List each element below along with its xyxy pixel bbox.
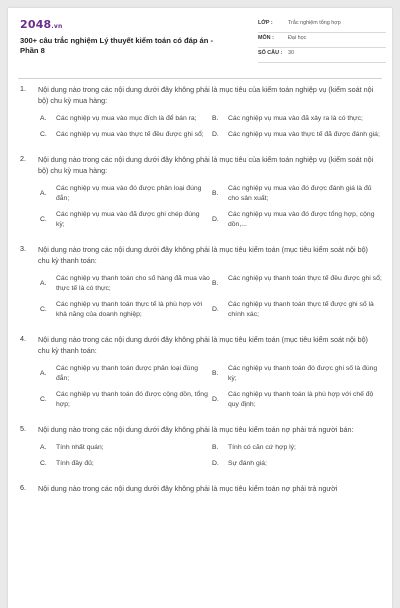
meta-value: Trắc nghiệm tổng hợp: [288, 20, 341, 26]
answer-option[interactable]: [38, 114, 210, 124]
question-item: [8, 154, 392, 230]
logo-suffix: .vn: [51, 23, 63, 30]
answer-option[interactable]: [210, 443, 382, 453]
answer-text: Các nghiệp vụ mua vào thực tế đã được đánh giá;: [228, 131, 380, 138]
answer-text: Tính đầy đủ;: [56, 460, 94, 467]
question-list: [8, 84, 392, 508]
answer-text: Các nghiệp vụ thanh toán thực tế được ghi số là chính xác;: [228, 301, 374, 318]
answer-letter: C.: [40, 306, 47, 313]
answer-text: Các nghiệp vụ thanh toán được phân loại đúng đắn;: [56, 365, 199, 382]
answer-grid: [38, 114, 378, 140]
answer-letter: B.: [212, 280, 219, 287]
answer-text: Các nghiệp vụ mua vào đó được phân loại đúng đắn;: [56, 185, 202, 202]
answer-letter: C.: [40, 460, 47, 467]
answer-text: Các nghiệp vụ thanh toán đó được ghi số là đúng kỳ;: [228, 365, 378, 382]
meta-info: [258, 18, 386, 63]
answer-option[interactable]: [210, 300, 382, 320]
question-text: Nội dung nào trong các nội dung dưới đây không phải là mục tiêu kiểm toán nợ phải trả người bán:: [38, 425, 354, 434]
answer-letter: A.: [40, 115, 47, 122]
answer-letter: D.: [212, 306, 219, 313]
document-page: [8, 8, 392, 608]
answer-text: Các nghiệp vụ mua vào đó được đánh giá là đủ cho sản xuất;: [228, 185, 372, 202]
meta-label: MÔN :: [258, 35, 274, 41]
answer-letter: B.: [212, 370, 219, 377]
answer-text: Tính có căn cứ hợp lý;: [228, 444, 296, 451]
answer-letter: A.: [40, 190, 47, 197]
answer-letter: C.: [40, 216, 47, 223]
answer-letter: B.: [212, 115, 219, 122]
question-item: [8, 84, 392, 140]
answer-grid: [38, 274, 382, 320]
answer-grid: [38, 443, 378, 469]
answer-option[interactable]: [38, 364, 210, 384]
meta-value: Đại học: [288, 35, 307, 41]
answer-option[interactable]: [210, 459, 382, 469]
question-text: Nội dung nào trong các nội dung dưới đây không phải là mục tiêu kiểm toán (mục tiêu kiểm soát nội bộ) chu kỳ thanh toán:: [38, 245, 368, 265]
answer-grid: [38, 184, 378, 230]
answer-text: Các nghiệp vụ mua vào đó được tổng hợp, cộng dồn,...: [228, 211, 375, 228]
answer-option[interactable]: [210, 210, 382, 230]
answer-option[interactable]: [38, 459, 210, 469]
answer-text: Các nghiệp vụ thanh toán đó được cộng dồn, tổng hợp;: [56, 391, 208, 408]
question-item: [8, 483, 392, 494]
meta-row-count: [258, 48, 386, 63]
answer-text: Các nghiệp vụ mua vào mục đích là để bán ra;: [56, 115, 197, 122]
question-item: [8, 244, 392, 320]
answer-letter: A.: [40, 370, 47, 377]
answer-text: Sự đánh giá;: [228, 460, 267, 467]
question-text: Nội dung nào trong các nội dung dưới đây không phải là mục tiêu của kiểm toán nghiệp vụ (kiểm soát nội bộ) chu kỳ mua hàng:: [38, 155, 374, 175]
answer-letter: D.: [212, 460, 219, 467]
answer-letter: D.: [212, 131, 219, 138]
answer-grid: [38, 364, 378, 410]
question-text: Nội dung nào trong các nội dung dưới đây không phải là mục tiêu của kiểm toán nghiệp vụ (kiểm soát nội bộ) chu kỳ mua hàng:: [38, 85, 374, 105]
answer-option[interactable]: [38, 130, 210, 140]
answer-option[interactable]: [38, 443, 210, 453]
meta-label: SỐ CÂU :: [258, 50, 283, 56]
header-divider: [18, 78, 382, 79]
meta-value: 30: [288, 50, 294, 56]
answer-text: Các nghiệp vụ thanh toán là phù hợp với chế độ quy định;: [228, 391, 374, 408]
answer-letter: D.: [212, 216, 219, 223]
question-item: [8, 334, 392, 410]
answer-option[interactable]: [38, 300, 210, 320]
answer-option[interactable]: [210, 130, 382, 140]
answer-option[interactable]: [38, 274, 210, 294]
answer-letter: A.: [40, 444, 47, 451]
answer-text: Các nghiệp vụ thanh toán thực tế là phù hợp với khả năng của doanh nghiệp;: [56, 301, 203, 318]
answer-letter: B.: [212, 444, 219, 451]
question-number: 3.: [20, 244, 26, 253]
answer-option[interactable]: [210, 114, 382, 124]
question-number: 4.: [20, 334, 26, 343]
answer-text: Các nghiệp vụ thanh toán thực tế đều được ghi sổ;: [228, 275, 382, 282]
document-title: 300+ câu trắc nghiệm Lý thuyết kiểm toán có đáp án - Phần 8: [20, 36, 214, 55]
answer-option[interactable]: [38, 210, 210, 230]
answer-text: Các nghiệp vụ thanh toán cho số hàng đã mua vào thực tế là có thực;: [56, 275, 210, 292]
answer-text: Các nghiệp vụ mua vào thực tế đều được ghi sổ;: [56, 131, 204, 138]
answer-option[interactable]: [210, 274, 382, 294]
question-item: [8, 424, 392, 469]
question-number: 2.: [20, 154, 26, 163]
site-logo[interactable]: [20, 18, 62, 31]
question-text: Nội dung nào trong các nội dung dưới đây không phải là mục tiêu kiểm toán nợ phải trả người: [38, 484, 338, 493]
answer-letter: A.: [40, 280, 47, 287]
question-number: 1.: [20, 84, 26, 93]
answer-letter: D.: [212, 396, 219, 403]
logo-text: 2048: [20, 18, 52, 31]
answer-option[interactable]: [210, 184, 382, 204]
meta-row-subject: [258, 33, 386, 48]
answer-letter: B.: [212, 190, 219, 197]
answer-option[interactable]: [210, 390, 382, 410]
meta-label: LỚP :: [258, 20, 273, 26]
answer-letter: C.: [40, 396, 47, 403]
meta-row-class: [258, 18, 386, 33]
answer-text: Các nghiệp vụ mua vào đã xảy ra là có thực;: [228, 115, 363, 122]
question-number: 5.: [20, 424, 26, 433]
question-number: 6.: [20, 483, 26, 492]
question-text: Nội dung nào trong các nội dung dưới đây không phải là mục tiêu kiểm toán (mục tiêu kiểm soát nội bộ) chu kỳ thanh toán:: [38, 335, 368, 355]
answer-option[interactable]: [38, 390, 210, 410]
answer-option[interactable]: [210, 364, 382, 384]
document-header: [8, 8, 392, 64]
answer-text: Các nghiệp vụ mua vào đã được ghi chép đúng kỳ;: [56, 211, 200, 228]
answer-option[interactable]: [38, 184, 210, 204]
answer-letter: C.: [40, 131, 47, 138]
answer-text: Tính nhất quán;: [56, 444, 104, 451]
